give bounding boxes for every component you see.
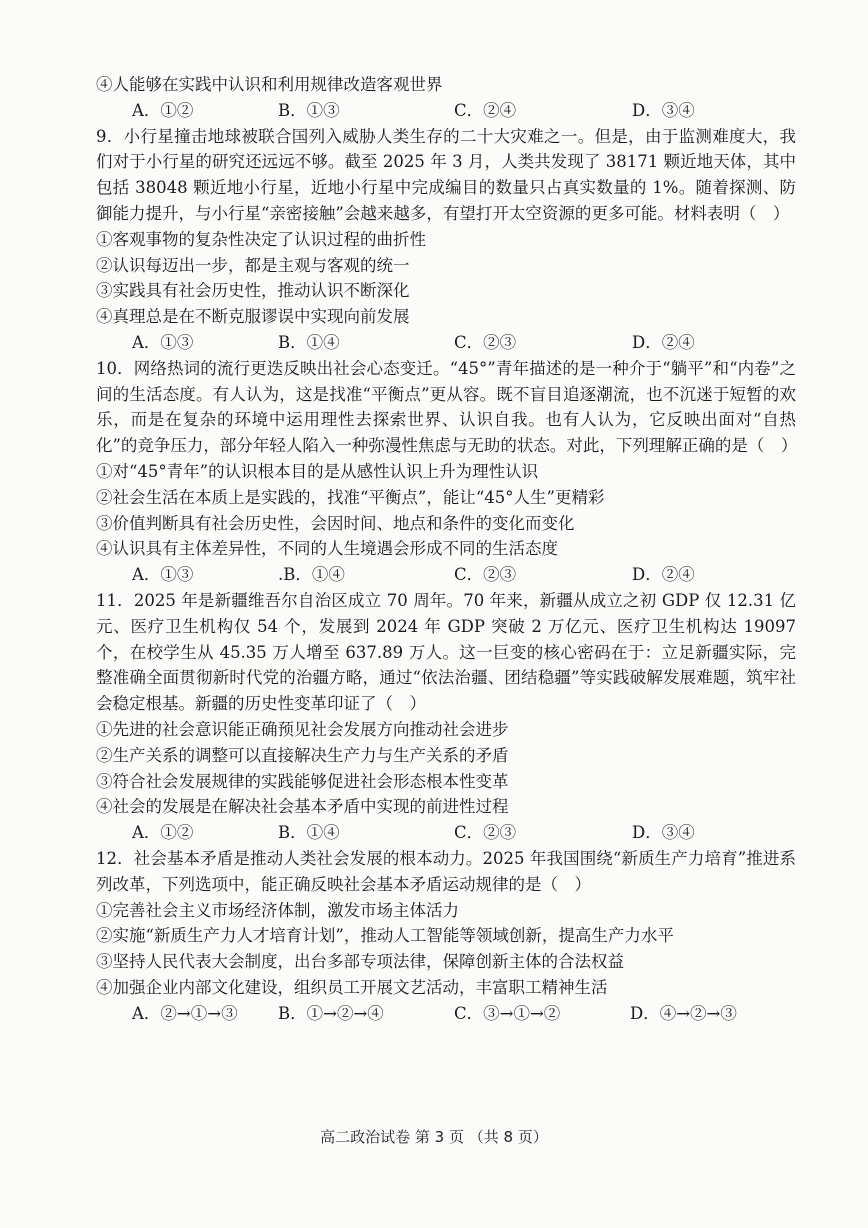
- question-10-item-3: ③价值判断具有社会历史性，会因时间、地点和条件的变化而变化: [96, 513, 575, 533]
- question-12-item-4: ④加强企业内部文化建设，组织员工开展文艺活动，丰富职工精神生活: [96, 977, 608, 997]
- question-11-option-b[interactable]: B．①④: [278, 823, 340, 843]
- question-12-option-c[interactable]: C．③→①→②: [454, 1003, 561, 1023]
- question-10-option-d[interactable]: D．②④: [632, 565, 695, 585]
- prev-option-d[interactable]: D．③④: [632, 100, 695, 120]
- question-11-option-a[interactable]: A．①②: [132, 823, 194, 843]
- question-9-item-1: ①客观事物的复杂性决定了认识过程的曲折性: [96, 229, 426, 249]
- question-11-options: [96, 820, 796, 846]
- question-11-option-d[interactable]: D．③④: [632, 823, 695, 843]
- prev-option-a[interactable]: A．①②: [132, 100, 194, 120]
- prev-option-c[interactable]: C．②④: [454, 100, 517, 120]
- question-9-stem: 9．小行星撞击地球被联合国列入威胁人类生存的二十大灾难之一。但是，由于监测难度大，我们对于小行星的研究还远远不够。截至 2025 年 3 月，人类共发现了 38171 颗近地天体，其中包括 38048 颗近地小行星，近地小行星中完成编目的数量只占真实数量的 1%。随着探测、防御能力提升，与小行星“亲密接触”会越来越多，有望打开太空资源的更多可能。材料表明（ ）: [96, 126, 796, 223]
- question-9-item-3: ③实践具有社会历史性，推动认识不断深化: [96, 281, 410, 301]
- question-12-option-a[interactable]: A．②→①→③: [132, 1003, 238, 1023]
- question-9-options: [96, 330, 796, 356]
- question-10-options: [96, 562, 796, 588]
- question-12-option-b[interactable]: B．①→②→④: [278, 1003, 384, 1023]
- question-11-item-4: ④社会的发展是在解决社会基本矛盾中实现的前进性过程: [96, 797, 509, 817]
- question-11-stem: 11．2025 年是新疆维吾尔自治区成立 70 周年。70 年来，新疆从成立之初 GDP 仅 12.31 亿元、医疗卫生机构仅 54 个，发展到 2024 年 GDP 突破 2 万亿元、医疗卫生机构达 19097 个，在校学生从 45.35 万人增至 637.89 万人。这一巨变的核心密码在于：立足新疆实际，完整准确全面贯彻新时代党的治疆方略，通过“依法治疆、团结稳疆”等实践破解发展难题，筑牢社会稳定根基。新疆的历史性变革印证了（ ）: [96, 590, 796, 714]
- question-10-item-4: ④认识具有主体差异性，不同的人生境遇会形成不同的生活态度: [96, 539, 558, 559]
- question-9-option-c[interactable]: C．②③: [454, 332, 517, 352]
- question-10-stem: 10．网络热词的流行更迭反映出社会心态变迁。“45°”青年描述的是一种介于“躺平”和“内卷”之间的生活态度。有人认为，这是找准“平衡点”更从容。既不盲目追逐潮流，也不沉迷于短暂的欢乐，而是在复杂的环境中运用理性去探索世界、认识自我。也有人认为，它反映出面对“自热化”的竞争压力，部分年轻人陷入一种弥漫性焦虑与无助的状态。对此，下列理解正确的是（ ）: [96, 358, 798, 456]
- question-10-item-1: ①对“45°青年”的认识根本目的是从感性认识上升为理性认识: [96, 461, 539, 481]
- question-11-item-2: ②生产关系的调整可以直接解决生产力与生产关系的矛盾: [96, 745, 509, 765]
- question-9-option-b[interactable]: B．①④: [278, 332, 340, 352]
- question-9-option-a[interactable]: A．①③: [132, 332, 194, 352]
- question-12-item-3: ③坚持人民代表大会制度，出台多部专项法律，保障创新主体的合法权益: [96, 952, 624, 972]
- question-9-option-d[interactable]: D．②④: [632, 332, 695, 352]
- question-10-option-b[interactable]: .B．①④: [278, 565, 345, 585]
- question-12-option-d[interactable]: D．④→②→③: [630, 1003, 737, 1023]
- prev-option-b[interactable]: B．①③: [278, 100, 340, 120]
- question-10-option-a[interactable]: A．①③: [132, 565, 194, 585]
- prev-item-4: ④人能够在实践中认识和利用规律改造客观世界: [96, 75, 443, 94]
- question-10-option-c[interactable]: C．②③: [454, 565, 517, 585]
- page-footer: 高二政治试卷 第 3 页 （共 8 页）: [320, 1128, 548, 1146]
- question-12-options: [96, 1001, 796, 1027]
- question-11-item-3: ③符合社会发展规律的实践能够促进社会形态根本性变革: [96, 771, 509, 791]
- prev-options: [96, 98, 796, 124]
- question-9-item-2: ②认识每迈出一步，都是主观与客观的统一: [96, 255, 410, 275]
- question-11-option-c[interactable]: C．②③: [454, 823, 517, 843]
- question-12-stem: 12．社会基本矛盾是推动人类社会发展的根本动力。2025 年我国围绕“新质生产力培育”推进系列改革，下列选项中，能正确反映社会基本矛盾运动规律的是（ ）: [96, 848, 796, 894]
- question-12-item-2: ②实施“新质生产力人才培育计划”，推动人工智能等领域创新，提高生产力水平: [96, 926, 674, 946]
- question-9-item-4: ④真理总是在不断克服谬误中实现向前发展: [96, 307, 410, 327]
- question-10-item-2: ②社会生活在本质上是实践的，找准“平衡点”，能让“45°人生”更精彩: [96, 487, 605, 507]
- exam-content: [96, 72, 796, 1026]
- question-11-item-1: ①先进的社会意识能正确预见社会发展方向推动社会进步: [96, 719, 509, 739]
- question-12-item-1: ①完善社会主义市场经济体制，激发市场主体活力: [96, 900, 459, 920]
